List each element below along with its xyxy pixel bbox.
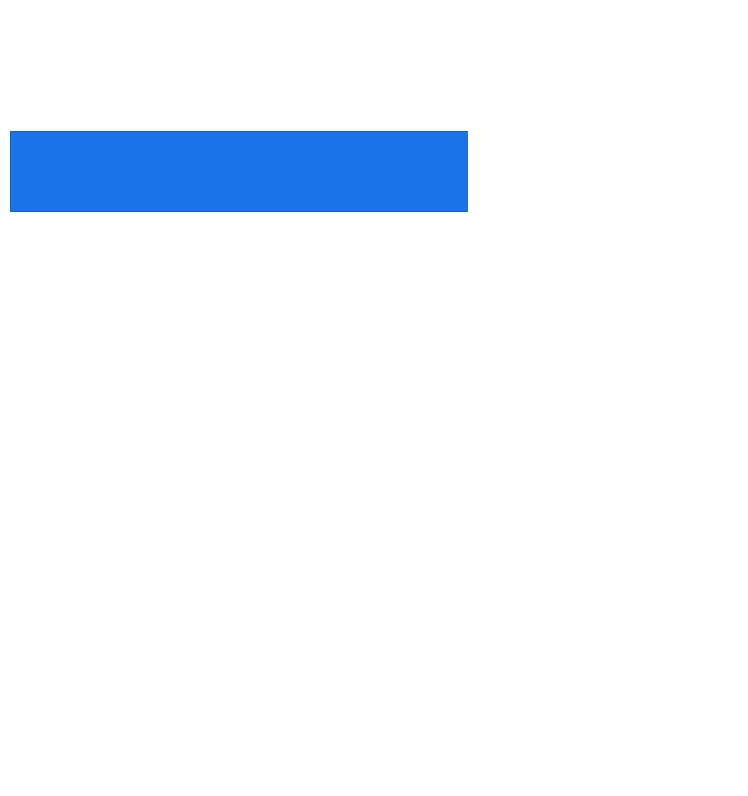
statement-header xyxy=(10,131,270,212)
header-extension xyxy=(269,131,468,212)
